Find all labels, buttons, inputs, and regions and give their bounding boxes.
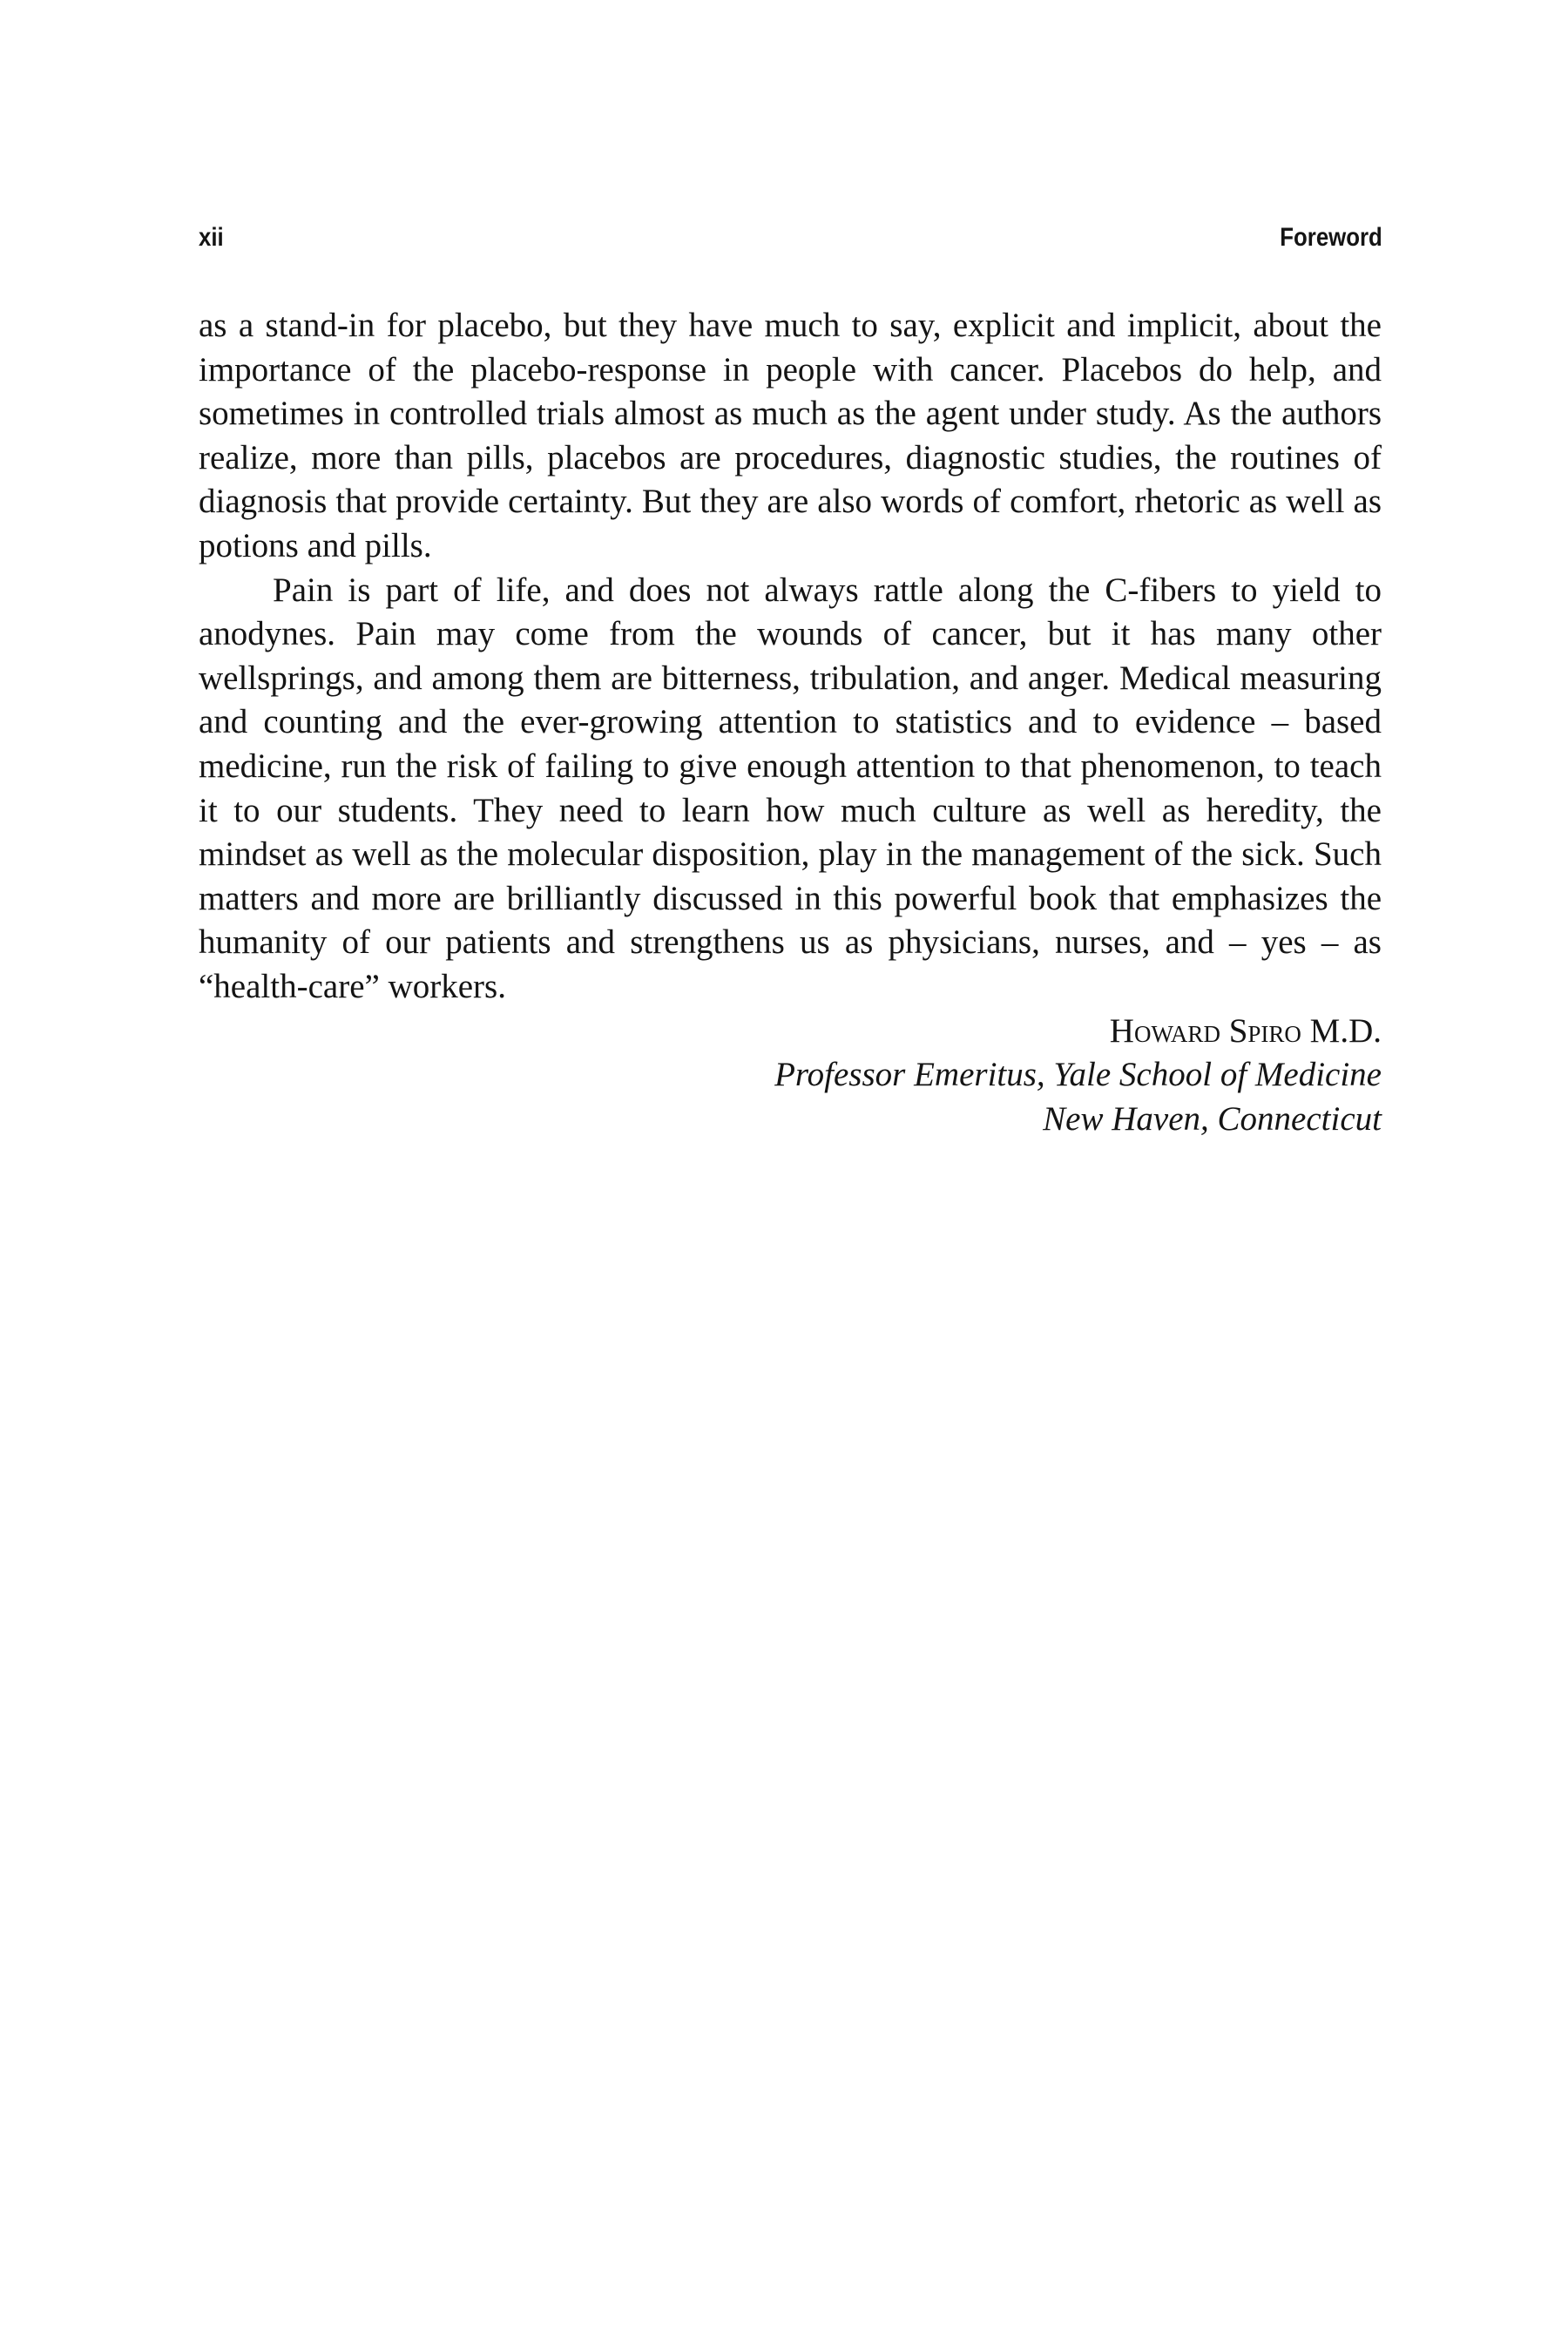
page-number: xii bbox=[199, 223, 224, 252]
author-location: New Haven, Connecticut bbox=[1043, 1099, 1382, 1138]
paragraph-continued: as a stand-in for placebo, but they have much to say, explicit and implicit, about the importance of the placebo-response in people with cancer. Placebos do help, and sometimes in controlled trials almost as much as the agent under study. As the authors realize, more than pills, placebos are procedures, diagnostic studies, the routines of diagnosis that provide certainty. But they are also words of comfort, rhetoric as well as potions and pills. bbox=[199, 307, 1382, 564]
author-credential: M.D. bbox=[1309, 1011, 1382, 1050]
paragraph-pain: Pain is part of life, and does not always rattle along the C-fibers to yield to anodynes. Pain may come from the wounds of cancer, but it has many other wellsprings, and among them are bitterness, tribulation, and anger. Medical measuring and counting and the ever-growing attention to statistics and to evidence – based medicine, run the risk of failing to give enough attention to that phenomenon, to teach it to our students. They need to learn how much culture as well as heredity, the mindset as well as the molecular disposition, play in the management of the sick. Such matters and more are brilliantly discussed in this powerful book that emphasizes the humanity of our patients and strengthens us as physicians, nurses, and – yes – as “health-care” workers. bbox=[199, 571, 1382, 1005]
author-name: Howard Spiro bbox=[1109, 1011, 1301, 1050]
author-title: Professor Emeritus, Yale School of Medicine bbox=[774, 1056, 1382, 1094]
running-head bbox=[199, 216, 1382, 260]
foreword-text bbox=[199, 304, 1382, 1141]
signature-block bbox=[199, 1010, 1382, 1142]
section-title: Foreword bbox=[1280, 223, 1382, 252]
